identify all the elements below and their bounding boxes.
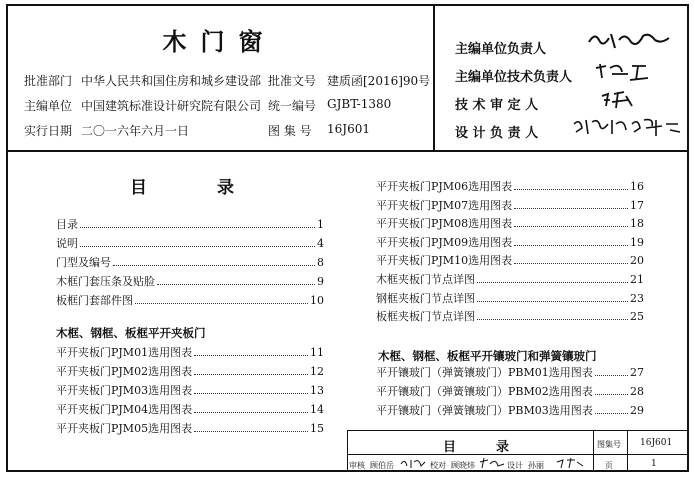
toc-entry-page: 18 [630, 217, 644, 231]
toc-entry-page: 12 [310, 365, 324, 378]
toc-entry-page: 17 [630, 198, 644, 212]
section-heading: 木框、钢框、板框平开夹板门 [56, 326, 206, 340]
toc-entry[interactable] [376, 308, 644, 322]
toc-entry-page: 25 [630, 310, 644, 324]
toc-entry[interactable] [56, 292, 324, 306]
header-divider [6, 150, 689, 152]
toc-entry[interactable] [376, 364, 644, 378]
toc-entry[interactable] [376, 234, 644, 248]
title-block-check-name: 顾晓炜 [451, 461, 475, 470]
toc-leader-dots [514, 263, 628, 264]
title-block-review-label: 审核 [349, 461, 365, 470]
toc-leader-dots [595, 413, 628, 414]
toc-entry[interactable] [56, 420, 324, 434]
toc-entry-label: 平开镶玻门（弹簧镶玻门）PBM03选用图表 [376, 404, 593, 417]
title-block-line [593, 430, 594, 472]
editor: 中国建筑标准设计研究院有限公司 [81, 99, 262, 113]
review-signature-small [399, 456, 429, 470]
toc-entry-label: 板框夹板门节点详图 [376, 310, 475, 324]
review-signature [598, 88, 638, 112]
toc-leader-dots [514, 245, 628, 246]
title-block-page-no: 1 [651, 459, 657, 469]
approval-doc: 建质函[2016]90号 [327, 74, 431, 88]
toc-leader-dots [595, 394, 628, 395]
toc-entry-page: 10 [310, 294, 324, 307]
toc-leader-dots [194, 393, 308, 394]
toc-entry-label: 平开镶玻门（弹簧镶玻门）PBM02选用图表 [376, 385, 593, 398]
toc-entry[interactable] [376, 215, 644, 229]
design-chief-label: 设 计 负 责 人 [455, 126, 539, 141]
toc-leader-dots [194, 355, 308, 356]
toc-entry-label: 平开夹板门PJM09选用图表 [376, 235, 513, 249]
toc-leader-dots [194, 412, 308, 413]
toc-entry-label: 板框门套部件图 [56, 294, 133, 307]
toc-entry-page: 14 [310, 403, 324, 416]
toc-entry-label: 平开夹板门PJM10选用图表 [376, 254, 513, 268]
toc-entry[interactable] [56, 382, 324, 396]
toc-entry-label: 木框门套压条及贴脸 [56, 275, 155, 288]
toc-entry-page: 8 [317, 256, 324, 269]
approval-dept-label: 批准部门 [24, 74, 73, 88]
title-block-atlas-label: 图集号 [597, 440, 621, 449]
toc-leader-dots [80, 246, 315, 247]
toc-entry-page: 21 [630, 273, 644, 286]
toc-entry-page: 27 [630, 366, 644, 379]
toc-entry[interactable] [376, 197, 644, 211]
toc-leader-dots [514, 189, 628, 190]
toc-entry-label: 平开夹板门PJM02选用图表 [56, 365, 193, 378]
toc-entry-label: 说明 [56, 237, 78, 250]
section-heading: 木框、钢框、板框平开镶玻门和弹簧镶玻门 [378, 349, 597, 363]
toc-entry-label: 平开夹板门PJM08选用图表 [376, 217, 513, 231]
title-block-name: 目录 [443, 440, 550, 455]
toc-entry-page: 19 [630, 235, 644, 249]
toc-entry[interactable] [56, 344, 324, 358]
toc-entry-page: 23 [630, 291, 644, 305]
toc-leader-dots [477, 282, 628, 283]
toc-leader-dots [514, 226, 628, 227]
toc-leader-dots [194, 431, 308, 432]
chief-signature [585, 28, 675, 52]
toc-entry-page: 11 [310, 346, 324, 359]
toc-entry[interactable] [376, 252, 644, 266]
approval-dept: 中华人民共和国住房和城乡建设部 [81, 74, 262, 88]
toc-entry-page: 29 [630, 404, 644, 417]
toc-entry[interactable] [56, 401, 324, 415]
page-title: 木门窗 [162, 27, 277, 56]
check-signature-small [478, 456, 506, 470]
toc-entry-page: 13 [310, 384, 324, 397]
toc-entry-page: 28 [630, 385, 644, 398]
effective-label: 实行日期 [24, 124, 73, 138]
effective-date: 二〇一六年六月一日 [81, 124, 190, 138]
tech-chief-label: 主编单位技术负责人 [455, 70, 573, 85]
approval-doc-label: 批准文号 [268, 74, 317, 88]
toc-leader-dots [80, 227, 315, 228]
toc-entry-label: 平开镶玻门（弹簧镶玻门）PBM01选用图表 [376, 366, 593, 379]
title-block-review-name: 顾伯岳 [370, 461, 394, 470]
toc-leader-dots [514, 208, 628, 209]
toc-leader-dots [113, 265, 315, 266]
toc-leader-dots [194, 374, 308, 375]
toc-entry-label: 平开夹板门PJM05选用图表 [56, 422, 193, 435]
title-block-page-label: 页 [605, 461, 613, 470]
chief-label: 主编单位负责人 [455, 42, 547, 57]
design-signature-small [555, 456, 585, 470]
toc-entry[interactable] [56, 216, 324, 230]
toc-leader-dots [477, 301, 628, 302]
toc-entry[interactable] [56, 273, 324, 287]
toc-entry-label: 目录 [56, 218, 78, 231]
toc-entry[interactable] [56, 363, 324, 377]
toc-leader-dots [135, 303, 308, 304]
unified-no-label: 统一编号 [268, 99, 317, 113]
design-chief-signature [570, 114, 685, 140]
atlas-no-label: 图 集 号 [268, 124, 312, 138]
title-block-design-name: 孙丽 [528, 461, 544, 470]
toc-leader-dots [477, 319, 628, 320]
toc-entry-label: 钢框夹板门节点详图 [376, 291, 475, 305]
toc-entry-page: 16 [630, 180, 644, 193]
toc-entry-label: 门型及编号 [56, 256, 111, 269]
editor-label: 主编单位 [24, 99, 73, 113]
title-block-atlas-no: 16J601 [640, 438, 673, 448]
toc-entry[interactable] [376, 402, 644, 416]
toc-entry[interactable] [376, 383, 644, 397]
review-label: 技 术 审 定 人 [455, 98, 539, 113]
toc-title: 目录 [130, 178, 304, 198]
toc-entry-label: 平开夹板门PJM01选用图表 [56, 346, 193, 359]
title-block-check-label: 校对 [430, 461, 446, 470]
title-block-line [627, 430, 628, 472]
toc-entry-page: 1 [317, 218, 324, 231]
toc-entry-label: 平开夹板门PJM03选用图表 [56, 384, 193, 397]
atlas-no: 16J601 [327, 122, 370, 136]
toc-entry[interactable] [376, 178, 644, 192]
toc-entry[interactable] [376, 271, 644, 285]
title-block-design-label: 设计 [507, 461, 523, 470]
unified-no: GJBT-1380 [327, 97, 392, 111]
toc-entry[interactable] [56, 235, 324, 249]
header-vertical-divider [433, 4, 435, 152]
toc-entry-page: 9 [317, 275, 324, 288]
tech-chief-signature [592, 60, 652, 84]
toc-entry-page: 20 [630, 254, 644, 268]
toc-leader-dots [157, 284, 315, 285]
toc-entry-label: 平开夹板门PJM06选用图表 [376, 180, 513, 193]
toc-entry[interactable] [376, 290, 644, 304]
toc-entry-page: 15 [310, 422, 324, 435]
toc-entry-page: 4 [317, 237, 324, 250]
toc-entry[interactable] [56, 254, 324, 268]
toc-entry-label: 平开夹板门PJM04选用图表 [56, 403, 193, 416]
toc-entry-label: 平开夹板门PJM07选用图表 [376, 198, 513, 212]
toc-entry-label: 木框夹板门节点详图 [376, 273, 475, 286]
toc-leader-dots [595, 375, 628, 376]
